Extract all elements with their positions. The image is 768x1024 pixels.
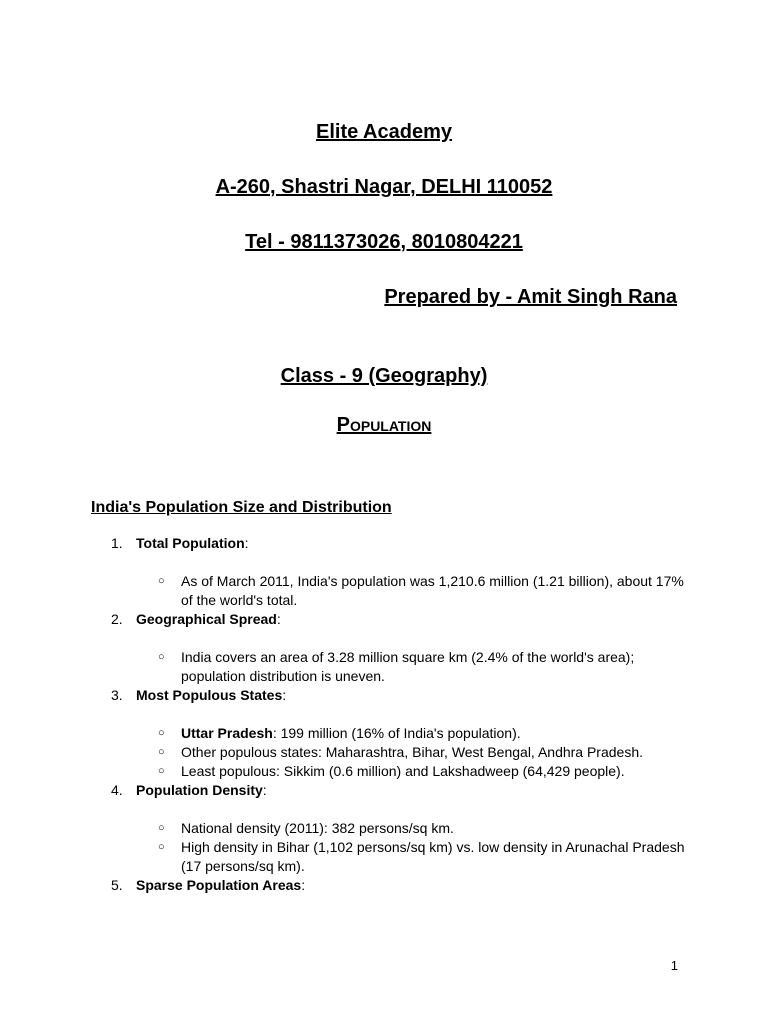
list-item-heading [91, 610, 687, 629]
sub-item-text: : 199 million (16% of India's population). [272, 725, 521, 741]
list-item [91, 534, 687, 610]
sub-list [91, 705, 687, 781]
page-number: 1 [670, 958, 678, 973]
sub-item-text: Other populous states: Maharashtra, Bihar, West Bengal, Andhra Pradesh. [181, 744, 644, 760]
sub-list-item [91, 743, 687, 762]
sub-list-item [91, 724, 687, 743]
list-item-heading [91, 534, 687, 553]
sub-item-text: National density (2011): 382 persons/sq km. [181, 820, 454, 836]
sub-item-text: As of March 2011, India's population was 1,210.6 million (1.21 billion), about 17% of the world's total. [181, 573, 684, 608]
list-item-colon: : [276, 611, 281, 627]
list-item [91, 686, 687, 781]
numbered-list [91, 534, 687, 895]
institution-telephone: Tel - 9811373026, 8010804221 [245, 231, 523, 253]
hollow-circle-bullet-icon: ○ [158, 746, 165, 758]
list-item-colon: : [301, 877, 306, 893]
list-item-colon: : [282, 687, 287, 703]
hollow-circle-bullet-icon: ○ [158, 822, 165, 834]
list-item-colon: : [244, 535, 249, 551]
institution-name: Elite Academy [316, 121, 452, 143]
sub-list-item [91, 819, 687, 838]
list-item-number: 5. [111, 877, 123, 893]
section-heading: India's Population Size and Distribution [91, 499, 392, 516]
hollow-circle-bullet-icon: ○ [158, 841, 165, 853]
list-item-heading [91, 876, 687, 895]
list-item-heading [91, 686, 687, 705]
prepared-by: Prepared by - Amit Singh Rana [384, 286, 677, 308]
list-item-term: Geographical Spread [136, 611, 277, 627]
hollow-circle-bullet-icon: ○ [158, 727, 165, 739]
hollow-circle-bullet-icon: ○ [158, 651, 165, 663]
sub-list [91, 553, 687, 610]
institution-address: A-260, Shastri Nagar, DELHI 110052 [215, 176, 553, 198]
list-item-heading [91, 781, 687, 800]
sub-list-item [91, 762, 687, 781]
sub-list [91, 800, 687, 876]
list-item-term: Total Population [136, 535, 245, 551]
class-subject: Class - 9 (Geography) [280, 365, 488, 387]
hollow-circle-bullet-icon: ○ [158, 575, 165, 587]
hollow-circle-bullet-icon: ○ [158, 765, 165, 777]
sub-list-item [91, 648, 687, 686]
chapter-title: Population [336, 414, 432, 436]
list-item-number: 1. [111, 535, 123, 551]
list-item-number: 3. [111, 687, 123, 703]
sub-item-emphasis: Uttar Pradesh [181, 725, 273, 741]
list-item-term: Most Populous States [136, 687, 283, 703]
sub-item-text: India covers an area of 3.28 million square km (2.4% of the world's area); population distribution is uneven. [181, 649, 635, 684]
list-item-number: 2. [111, 611, 123, 627]
sub-list-item [91, 838, 687, 876]
list-item-number: 4. [111, 782, 123, 798]
list-item [91, 781, 687, 876]
sub-item-text: High density in Bihar (1,102 persons/sq km) vs. low density in Arunachal Pradesh (17 persons/sq km). [181, 839, 685, 874]
list-item [91, 610, 687, 686]
sub-item-text: Least populous: Sikkim (0.6 million) and Lakshadweep (64,429 people). [181, 763, 625, 779]
list-item-term: Population Density [136, 782, 263, 798]
sub-list [91, 629, 687, 686]
sub-list-item [91, 572, 687, 610]
list-item-term: Sparse Population Areas [136, 877, 302, 893]
list-item [91, 876, 687, 895]
list-item-colon: : [262, 782, 267, 798]
